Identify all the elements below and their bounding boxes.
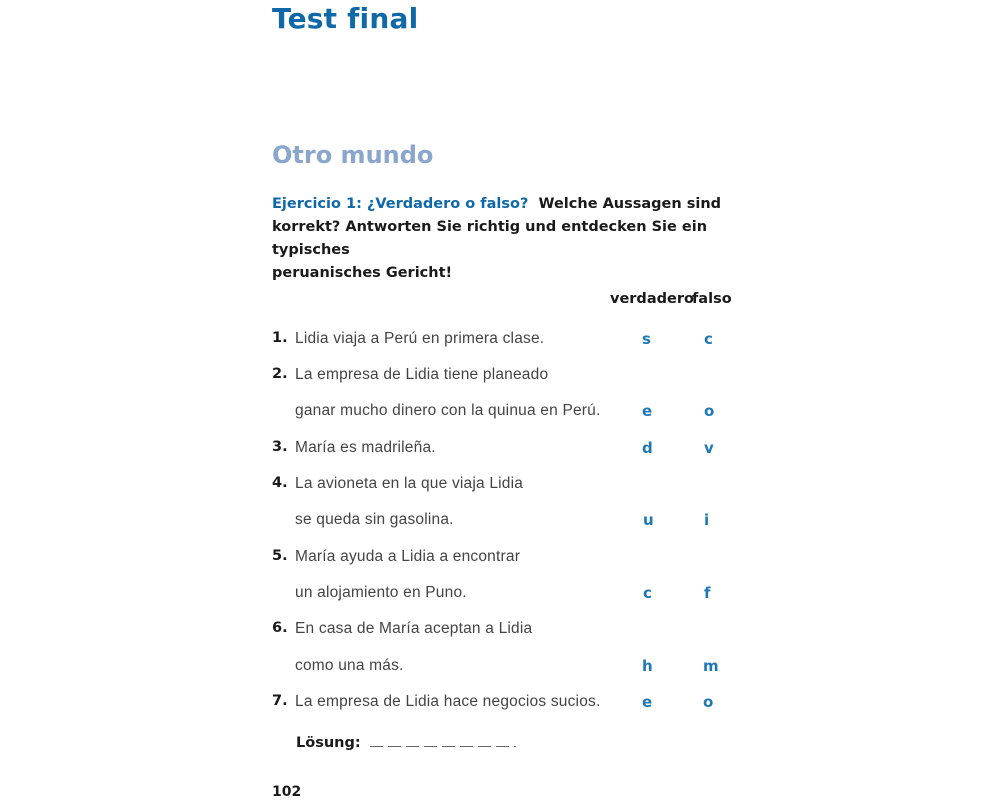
question-text: La empresa de Lidia tiene planeado	[295, 366, 549, 383]
question-text: María ayuda a Lidia a encontrar	[295, 548, 521, 565]
answer-true-letter: d	[642, 439, 653, 457]
column-header-false: falso	[692, 291, 732, 307]
column-header-true: verdadero	[610, 291, 694, 307]
answer-true-letter: h	[642, 657, 653, 675]
page-number: 102	[272, 784, 302, 800]
answer-false-letter: m	[703, 657, 719, 675]
instruction-line-1: Welche Aussagen sind	[538, 196, 722, 212]
answer-true-letter: s	[642, 330, 651, 348]
answer-false-letter: f	[704, 584, 711, 602]
answer-false-letter: v	[704, 439, 714, 457]
answer-false-letter: i	[704, 511, 710, 529]
page-title: Test final	[272, 2, 419, 35]
question-text: María es madrileña.	[295, 439, 436, 456]
answer-false-letter: o	[703, 693, 714, 711]
question-text-continued: un alojamiento en Puno.	[295, 584, 467, 601]
question-number: 6.	[272, 620, 288, 636]
question-text: En casa de María aceptan a Lidia	[295, 620, 533, 637]
question-number: 1.	[272, 330, 288, 346]
question-text-continued: como una más.	[295, 657, 404, 674]
solution-blank[interactable]	[370, 737, 516, 747]
answer-true-letter: e	[642, 402, 653, 420]
question-text-continued: ganar mucho dinero con la quinua en Perú.	[295, 402, 601, 419]
question-number: 7.	[272, 693, 288, 709]
exercise-label: Ejercicio 1: ¿Verdadero o falso?	[272, 196, 529, 212]
question-text: La avioneta en la que viaja Lidia	[295, 475, 524, 492]
question-text-continued: se queda sin gasolina.	[295, 511, 454, 528]
question-number: 5.	[272, 548, 288, 564]
instruction-line-2: korrekt? Antworten Sie richtig und entdecken Sie ein typisches	[272, 219, 708, 258]
question-text: La empresa de Lidia hace negocios sucios.	[295, 693, 601, 710]
answer-true-letter: u	[643, 511, 654, 529]
answer-true-letter: e	[642, 693, 653, 711]
answer-true-letter: c	[643, 584, 652, 602]
question-number: 4.	[272, 475, 288, 491]
question-number: 3.	[272, 439, 288, 455]
solution-row	[296, 735, 516, 751]
solution-label: Lösung:	[296, 735, 361, 751]
section-title: Otro mundo	[272, 141, 434, 169]
exercise-instructions	[272, 193, 752, 285]
answer-false-letter: o	[704, 402, 715, 420]
question-number: 2.	[272, 366, 288, 382]
answer-false-letter: c	[704, 330, 713, 348]
instruction-line-3: peruanisches Gericht!	[272, 265, 453, 281]
question-text: Lidia viaja a Perú en primera clase.	[295, 330, 545, 347]
